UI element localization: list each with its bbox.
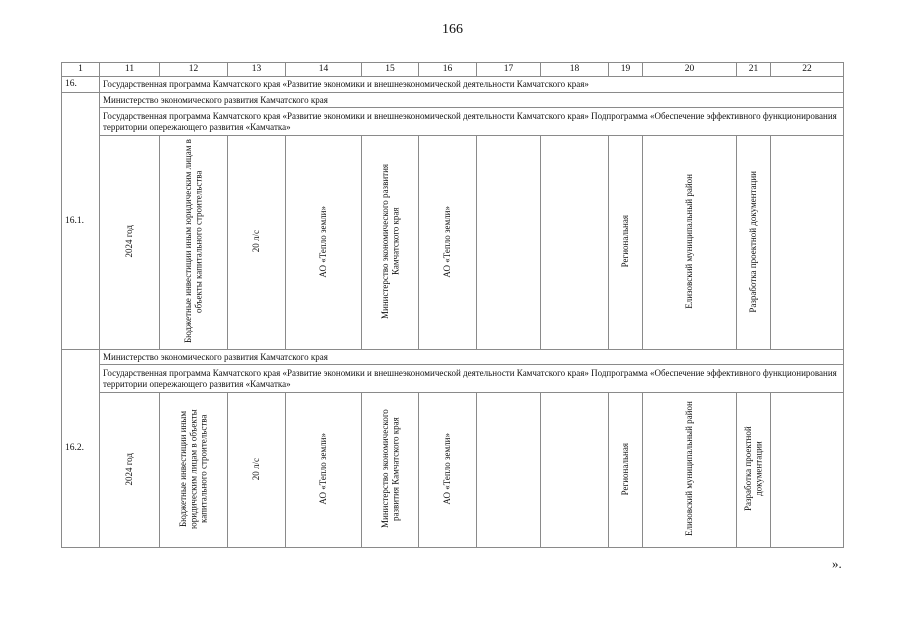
program-row [62, 77, 844, 93]
column-header: 21 [737, 63, 771, 77]
cell-investment-type: Бюджетные инвестиции иным юридическим лицам в объекты капитального строительства [160, 136, 228, 350]
cell-year: 2024 год [100, 393, 160, 548]
cell-col-18 [541, 393, 609, 548]
cell-col-22 [771, 393, 844, 548]
column-header-row [62, 63, 844, 77]
cell-district: Елизовский муниципальный район [643, 393, 737, 548]
cell-ministry: Министерство экономического развития Камчатского края [362, 393, 419, 548]
column-header: 13 [228, 63, 286, 77]
subprogram-title: Государственная программа Камчатского края «Развитие экономики и внешнеэкономической деятельности Камчатского края» Подпрограмма «Обеспечение эффективного функционирования территории опережающего развития «Камчатка» [100, 108, 844, 136]
column-header: 22 [771, 63, 844, 77]
column-header: 18 [541, 63, 609, 77]
column-header: 19 [609, 63, 643, 77]
cell-organization: АО «Тепло земли» [286, 136, 362, 350]
closing-quote-mark: ». [832, 556, 842, 571]
row-index: 16.2. [62, 350, 100, 548]
subprogram-title: Государственная программа Камчатского края «Развитие экономики и внешнеэкономической деятельности Камчатского края» Подпрограмма «Обеспечение эффективного функционирования территории опережающего развития «Камчатка» [100, 365, 844, 393]
row-index: 16. [62, 77, 100, 93]
column-header: 12 [160, 63, 228, 77]
cell-col-18 [541, 136, 609, 350]
column-header: 20 [643, 63, 737, 77]
cell-level: Региональная [609, 136, 643, 350]
cell-col-17 [477, 136, 541, 350]
data-table [61, 62, 844, 548]
cell-capacity: 20 л/с [228, 393, 286, 548]
column-header: 16 [419, 63, 477, 77]
cell-level: Региональная [609, 393, 643, 548]
cell-col-17 [477, 393, 541, 548]
cell-year: 2024 год [100, 136, 160, 350]
cell-col-22 [771, 136, 844, 350]
cell-customer: АО «Тепло земли» [419, 393, 477, 548]
program-title: Государственная программа Камчатского края «Развитие экономики и внешнеэкономической деятельности Камчатского края» [100, 77, 844, 93]
column-header: 17 [477, 63, 541, 77]
cell-stage: Разработка проектной документации [737, 393, 771, 548]
cell-ministry: Министерство экономического развития Камчатского края [362, 136, 419, 350]
subprogram-row [62, 365, 844, 393]
column-header: 15 [362, 63, 419, 77]
cell-customer: АО «Тепло земли» [419, 136, 477, 350]
subprogram-row [62, 108, 844, 136]
cell-investment-type: Бюджетные инвестиции иным юридическим лицам в объекты капитального строительства [160, 393, 228, 548]
cell-capacity: 20 л/с [228, 136, 286, 350]
ministry-row [62, 350, 844, 365]
row-index: 16.1. [62, 93, 100, 350]
page-number: 166 [442, 22, 463, 37]
table-row [62, 393, 844, 548]
cell-organization: АО «Тепло земли» [286, 393, 362, 548]
ministry-row [62, 93, 844, 108]
cell-district: Елизовский муниципальный район [643, 136, 737, 350]
ministry-name: Министерство экономического развития Камчатского края [100, 350, 844, 365]
column-header: 14 [286, 63, 362, 77]
cell-stage: Разработка проектной документации [737, 136, 771, 350]
column-header: 1 [62, 63, 100, 77]
column-header: 11 [100, 63, 160, 77]
table-row [62, 136, 844, 350]
ministry-name: Министерство экономического развития Камчатского края [100, 93, 844, 108]
